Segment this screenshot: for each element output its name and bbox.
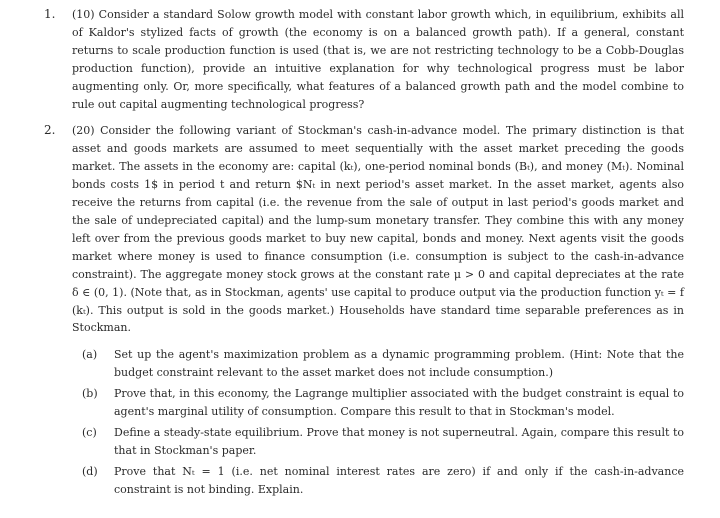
sub-question-a bbox=[82, 346, 684, 382]
question-number: 2. bbox=[44, 123, 56, 138]
sub-question-text: Define a steady-state equilibrium. Prove that money is not superneutral. Again, compare this result to that in Stockman's paper. bbox=[114, 425, 684, 457]
sub-question-text: Prove that Nₜ = 1 (i.e. net nominal interest rates are zero) if and only if the cash-in-advance constraint is not binding. Explain. bbox=[114, 464, 684, 496]
question-content bbox=[72, 122, 684, 501]
sub-question-label: (c) bbox=[82, 425, 97, 439]
question-1 bbox=[44, 6, 684, 113]
sub-question-list bbox=[82, 346, 684, 498]
sub-question-d bbox=[82, 463, 684, 499]
sub-question-label: (d) bbox=[82, 464, 98, 478]
sub-question-text: Set up the agent's maximization problem as a dynamic programming problem. (Hint: Note that the budget constraint relevant to the asset market does not include consumption.) bbox=[114, 348, 684, 380]
sub-question-label: (b) bbox=[82, 387, 98, 401]
question-text: (10) Consider a standard Solow growth model with constant labor growth which, in equilibrium, exhibits all of Kaldor's stylized facts of growth (the economy is on a balanced growth path). If a general, constant returns to scale production function is used (that is, we are not restricting technology to be a Cobb-Douglas production function), provide an intuitive explanation for why technological progress must be labor augmenting only. Or, more specifically, what features of a balanced growth path and the model combine to rule out capital augmenting technological progress? bbox=[72, 8, 684, 111]
sub-question-c bbox=[82, 424, 684, 460]
sub-question-text: Prove that, in this economy, the Lagrange multiplier associated with the budget constraint is equal to agent's marginal utility of consumption. Compare this result to that in Stockman's model. bbox=[114, 387, 684, 419]
sub-question-b bbox=[82, 385, 684, 421]
question-text: (20) Consider the following variant of Stockman's cash-in-advance model. The primary distinction is that asset and goods markets are assumed to meet sequentially with the asset market preceding the goods market. The assets in the economy are: capital (kₜ), one-period nominal bonds (Bₜ), and money (Mₜ). Nominal bonds costs 1$ in period t and return $Nₜ in next period's asset market. In the asset market, agents also receive the returns from capital (i.e. the revenue from the sale of output in last period's goods market and the sale of undepreciated capital) and the lump-sum monetary transfer. They combine this with any money left over from the previous goods market to buy new capital, bonds and money. Next agents visit the goods market where money is used to finance consumption (i.e. consumption is subject to the cash-in-advance constraint). The aggregate money stock grows at the constant rate μ > 0 and capital depreciates at the rate δ ∈ (0, 1). (Note that, as in Stockman, agents' use capital to produce output via the production function yₜ = f (kₜ). This output is sold in the goods market.) Households have standard time separable preferences as in Stockman. bbox=[72, 124, 684, 335]
question-2 bbox=[44, 122, 684, 501]
sub-question-label: (a) bbox=[82, 348, 98, 362]
question-number: 1. bbox=[44, 7, 56, 21]
